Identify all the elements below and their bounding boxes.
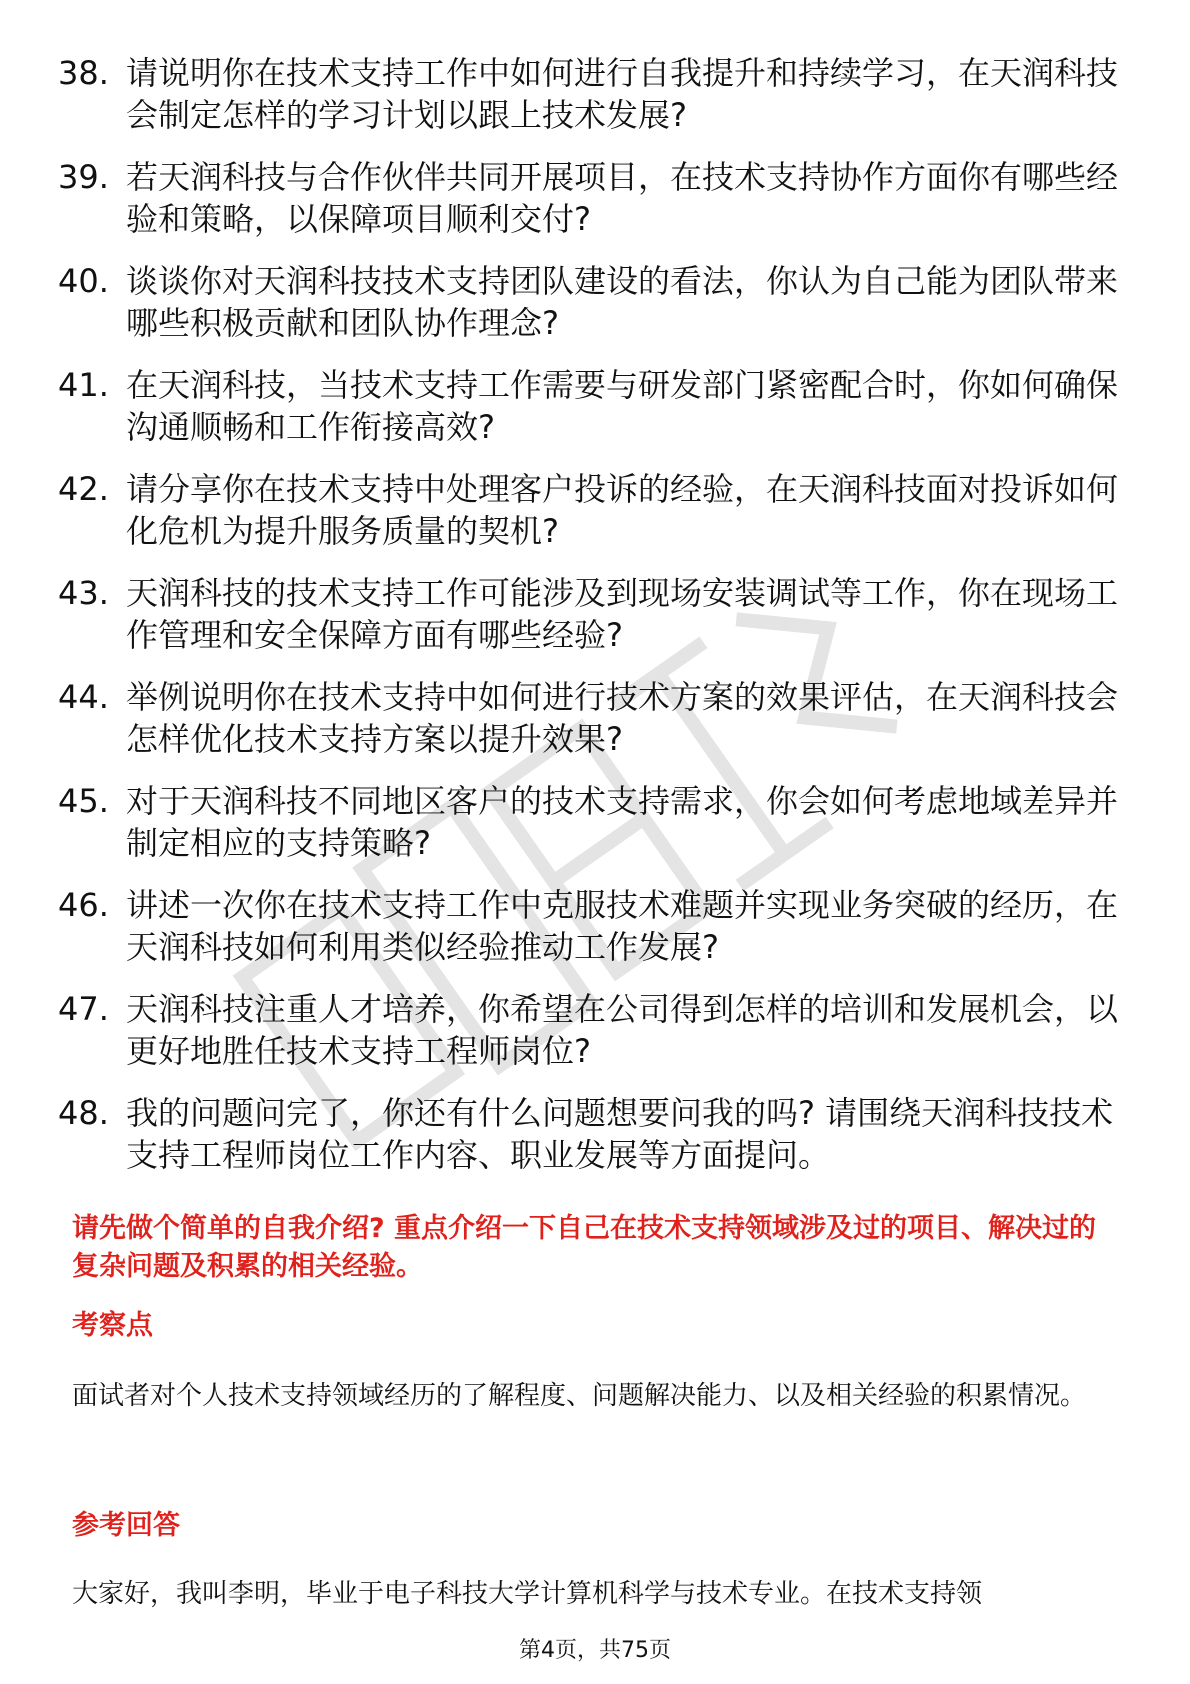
question-number: 48.	[58, 1094, 109, 1132]
reference-text: 大家好，我叫李明，毕业于电子科技大学计算机科学与技术专业。在技术支持领	[72, 1579, 983, 1609]
question-item	[0, 572, 1190, 656]
question-item	[0, 1092, 1190, 1176]
question-text: 对于天润科技不同地区客户的技术支持需求，你会如何考虑地域差异并制定相应的支持策略?	[126, 782, 1119, 862]
question-text: 讲述一次你在技术支持工作中克服技术难题并实现业务突破的经历，在天润科技如何利用类似经验推动工作发展?	[126, 886, 1119, 966]
question-number: 39.	[58, 158, 109, 196]
question-item	[0, 988, 1190, 1072]
page-footer: 第4页，共75页	[519, 1638, 671, 1663]
question-text: 在天润科技，当技术支持工作需要与研发部门紧密配合时，你如何确保沟通顺畅和工作衔接高效?	[126, 366, 1119, 446]
question-number: 38.	[58, 54, 109, 92]
question-list	[0, 52, 1190, 1196]
question-number: 41.	[58, 366, 109, 404]
question-number: 42.	[58, 470, 109, 508]
question-item	[0, 676, 1190, 760]
assessment-text: 面试者对个人技术支持领域经历的了解程度、问题解决能力、以及相关经验的积累情况。	[72, 1381, 1087, 1411]
question-item	[0, 468, 1190, 552]
question-number: 45.	[58, 782, 109, 820]
question-text: 我的问题问完了，你还有什么问题想要问我的吗? 请围绕天润科技技术支持工程师岗位工作内容、职业发展等方面提问。	[126, 1094, 1114, 1174]
question-number: 46.	[58, 886, 109, 924]
reference-heading: 参考回答	[72, 1510, 180, 1541]
featured-question: 请先做个简单的自我介绍? 重点介绍一下自己在技术支持领域涉及过的项目、解决过的复杂问题及积累的相关经验。	[72, 1213, 1097, 1282]
question-item	[0, 260, 1190, 344]
question-text: 举例说明你在技术支持中如何进行技术方案的效果评估，在天润科技会怎样优化技术支持方案以提升效果?	[126, 678, 1119, 758]
question-item	[0, 780, 1190, 864]
question-text: 请说明你在技术支持工作中如何进行自我提升和持续学习，在天润科技会制定怎样的学习计划以跟上技术发展?	[126, 54, 1119, 134]
question-text: 天润科技的技术支持工作可能涉及到现场安装调试等工作，你在现场工作管理和安全保障方面有哪些经验?	[126, 574, 1119, 654]
assessment-heading: 考察点	[72, 1310, 153, 1341]
question-text: 谈谈你对天润科技技术支持团队建设的看法，你认为自己能为团队带来哪些积极贡献和团队协作理念?	[126, 262, 1119, 342]
question-item	[0, 364, 1190, 448]
question-item	[0, 52, 1190, 136]
question-number: 43.	[58, 574, 109, 612]
question-text: 若天润科技与合作伙伴共同开展项目，在技术支持协作方面你有哪些经验和策略，以保障项目顺利交付?	[126, 158, 1119, 238]
question-item	[0, 156, 1190, 240]
question-number: 40.	[58, 262, 109, 300]
question-item	[0, 884, 1190, 968]
question-text: 天润科技注重人才培养，你希望在公司得到怎样的培训和发展机会，以更好地胜任技术支持工程师岗位?	[126, 990, 1119, 1070]
question-text: 请分享你在技术支持中处理客户投诉的经验，在天润科技面对投诉如何化危机为提升服务质量的契机?	[126, 470, 1119, 550]
question-number: 47.	[58, 990, 109, 1028]
question-number: 44.	[58, 678, 109, 716]
